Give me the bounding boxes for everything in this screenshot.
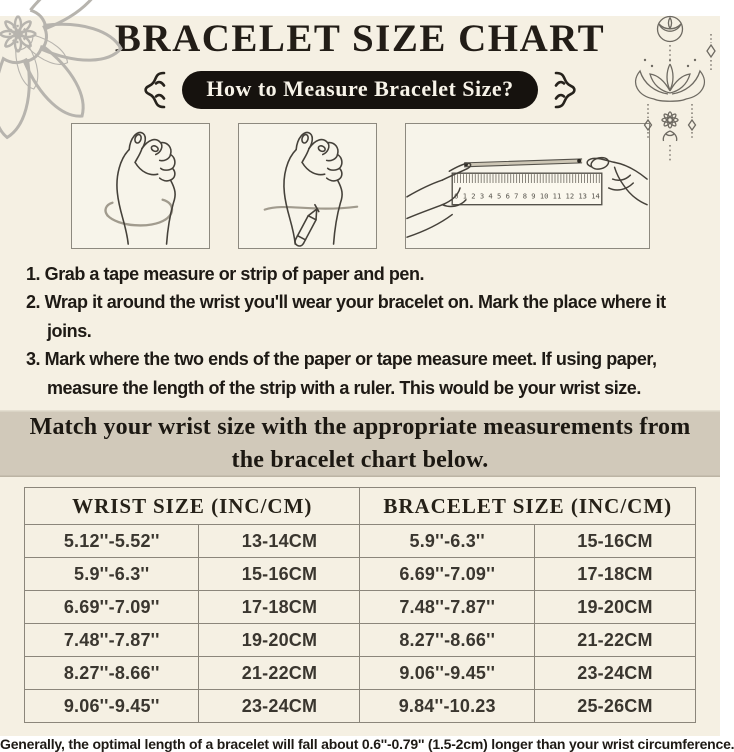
lotus-pendant-ornament-icon — [618, 16, 718, 171]
hands-measuring-strip-on-ruler-icon — [405, 123, 650, 249]
table-row — [25, 624, 696, 657]
wrist-cm: 17-18CM — [199, 591, 360, 624]
instruction-step-3: 3. Mark where the two ends of the paper or tape measure meet. If using paper, measure the length of the strip with a ruler. This would be your wrist size. — [26, 349, 657, 398]
wrist-inches: 5.12''-5.52'' — [25, 525, 199, 558]
curly-flourish-icon — [551, 70, 581, 110]
wrist-cm: 15-16CM — [199, 558, 360, 591]
footnote-text: Generally, the optimal length of a bracelet will fall about 0.6''-0.79'' (1.5-2cm) longer than your wrist circumference. — [0, 736, 734, 752]
bracelet-inches: 9.84''-10.23 — [360, 690, 534, 723]
wrist-inches: 7.48''-7.87'' — [25, 624, 199, 657]
wrist-cm: 23-24CM — [199, 690, 360, 723]
table-row — [25, 525, 696, 558]
mandala-flower-icon — [0, 6, 138, 156]
wrist-inches: 6.69''-7.09'' — [25, 591, 199, 624]
bracelet-cm: 19-20CM — [534, 591, 695, 624]
bracelet-inches: 7.48''-7.87'' — [360, 591, 534, 624]
bracelet-inches: 9.06''-9.45'' — [360, 657, 534, 690]
instruction-step-1: 1. Grab a tape measure or strip of paper and pen. — [26, 264, 425, 284]
fist-with-pen-marking-wrist-icon — [238, 123, 377, 249]
instruction-step-2: 2. Wrap it around the wrist you'll wear your bracelet on. Mark the place where it joins. — [26, 292, 666, 341]
size-chart-table — [24, 487, 696, 723]
wrist-cm: 19-20CM — [199, 624, 360, 657]
wrist-cm: 21-22CM — [199, 657, 360, 690]
table-header-row — [25, 488, 696, 525]
table-row — [25, 591, 696, 624]
table-row — [25, 690, 696, 723]
match-size-banner — [0, 410, 720, 477]
bracelet-inches: 5.9''-6.3'' — [360, 525, 534, 558]
wrist-cm: 13-14CM — [199, 525, 360, 558]
instruction-list — [26, 260, 686, 402]
table-row — [25, 657, 696, 690]
how-to-measure-badge: How to Measure Bracelet Size? — [182, 71, 537, 109]
bracelet-inches: 8.27''-8.66'' — [360, 624, 534, 657]
bracelet-inches: 6.69''-7.09'' — [360, 558, 534, 591]
bracelet-size-chart-page — [0, 16, 734, 752]
bracelet-cm: 23-24CM — [534, 657, 695, 690]
ruler-numbers: 0 1 2 3 4 5 6 7 8 9 10 11 12 13 14 — [453, 192, 600, 201]
bracelet-cm: 25-26CM — [534, 690, 695, 723]
bracelet-cm: 17-18CM — [534, 558, 695, 591]
banner-text: Match your wrist size with the appropriate measurements from the bracelet chart below. — [29, 414, 691, 473]
table-row — [25, 558, 696, 591]
curly-flourish-icon — [139, 70, 169, 110]
wrist-inches: 9.06''-9.45'' — [25, 690, 199, 723]
page-title: BRACELET SIZE CHART — [114, 17, 606, 60]
wrist-inches: 8.27''-8.66'' — [25, 657, 199, 690]
wrist-size-header: WRIST SIZE (INC/CM) — [25, 488, 360, 525]
bracelet-cm: 21-22CM — [534, 624, 695, 657]
bracelet-size-header: BRACELET SIZE (INC/CM) — [360, 488, 696, 525]
bracelet-cm: 15-16CM — [534, 525, 695, 558]
wrist-inches: 5.9''-6.3'' — [25, 558, 199, 591]
